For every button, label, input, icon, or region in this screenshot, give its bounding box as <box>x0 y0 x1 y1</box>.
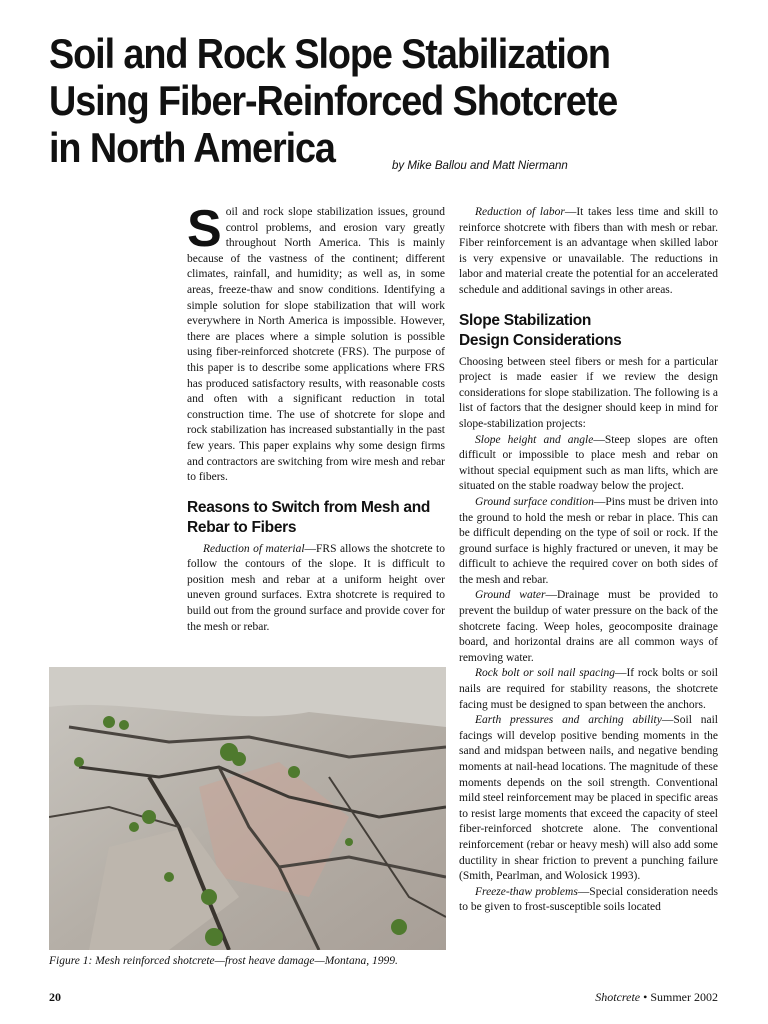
page-number: 20 <box>49 990 61 1004</box>
reasons-paragraph-labor <box>459 205 718 299</box>
title-line-2: Using Fiber-Reinforced Shotcrete <box>49 77 618 124</box>
publication-footer <box>595 990 718 1005</box>
section-heading-reasons: Reasons to Switch from Mesh and Rebar to Fibers <box>187 498 431 536</box>
paragraph-text: —FRS allows the shotcrete to follow the contours of the slope. It is difficult to position mesh and rebar at a uniform height over uneven ground surfaces. Extra shotcrete is required to build out from the ground surface and provide cover for the mesh or rebar. <box>187 542 445 633</box>
paragraph-lead: Reduction of labor <box>475 206 565 218</box>
intro-text: oil and rock slope stabilization issues, ground control problems, and erosion vary greatly throughout North America. This is mainly because of the vastness of the continent; different climates, rainfall, and humidity; as well as, in some areas, freeze-thaw and snow conditions. Identifying a simple solution for slope stabilization that will work everywhere in North America is impossible. However, there are places where a simple solution is possible using fiber-reinforced shotcrete (FRS). The purpose of this paper is to describe some applications where FRS has produced satisfactory results, with reasonable costs and often with a significant reduction in total construction time. The use of shotcrete for slope and rock stabilization has increased substantially in the past few years. This paper explains why some design firms and contractors are switching from wire mesh and rebar to fibers. <box>187 206 445 484</box>
paragraph-lead: Reduction of material <box>203 542 305 555</box>
design-item: Freeze-thaw problems—Special consideration needs to be given to frost-susceptible soils located <box>459 885 718 914</box>
article-title <box>49 30 661 171</box>
reasons-paragraph-material <box>187 542 445 636</box>
design-item: Slope height and angle—Steep slopes are often difficult or impossible to place mesh and rebar on without special equipment such as man lifts, which are situated on the stable roadway below the project. <box>459 433 718 493</box>
design-intro-paragraph: Choosing between steel fibers or mesh for a particular project is made easier if we review the design considerations for slope stabilization. The following is a list of factors that the designer should keep in mind for slope-stabilization projects: <box>459 355 718 430</box>
right-column <box>459 205 718 916</box>
design-item: Ground water—Drainage must be provided to prevent the buildup of water pressure on the back of the shotcrete facing. Weep holes, geocomposite drainage board, and horizontal drains are all common ways of removing water. <box>459 589 718 664</box>
design-item: Rock bolt or soil nail spacing—If rock bolts or soil nails are required for stability reasons, the shotcrete facing must be designed to span between the anchors. <box>459 667 718 711</box>
title-line-1: Soil and Rock Slope Stabilization <box>49 30 610 77</box>
figure-caption: Figure 1: Mesh reinforced shotcrete—frost heave damage—Montana, 1999. <box>49 955 398 967</box>
figure-photo <box>49 667 446 950</box>
issue-date: Summer 2002 <box>650 990 718 1004</box>
drop-cap: S <box>187 200 222 258</box>
footer-separator: • <box>640 990 651 1004</box>
design-item: Earth pressures and arching ability—Soil nail facings will develop positive bending moments in the sand and midspan between nails, and negative bending moments at nail-head locations. The magnitude of these moments depends on the soil strength. Conventional mild steel reinforcement may be placed in specific areas to resist large moments that exceed the capacity of steel fiber-reinforced shotcrete alone. The conventional reinforcement (rebar or heavy mesh) will also add some ductility in shear friction to prevent a punching failure (Smith, Pearlman, and Wolosick 1993). <box>459 714 718 883</box>
byline: by Mike Ballou and Matt Niermann <box>392 160 568 172</box>
cracked-shotcrete-image <box>49 667 446 950</box>
design-item: Ground surface condition—Pins must be driven into the ground to hold the mesh or rebar in place. This can be difficult depending on the type of soil or rock. If the ground surface is highly fractured or uneven, it may be difficult to achieve the required cover on both sides of the mesh and rebar. <box>459 495 718 586</box>
title-line-3: in North America <box>49 124 335 171</box>
middle-column <box>187 200 445 635</box>
intro-paragraph <box>187 200 445 486</box>
paragraph-text: —It takes less time and skill to reinforce shotcrete with fibers than with mesh or rebar. Fiber reinforcement is an advantage when skilled labor is very expensive or unavailable. The reductions in labor and material create the potential for an accelerated schedule and additional savings in other areas. <box>459 206 719 296</box>
section-heading-design: Slope Stabilization Design Considerations <box>459 311 622 349</box>
publication-name: Shotcrete <box>595 990 641 1004</box>
